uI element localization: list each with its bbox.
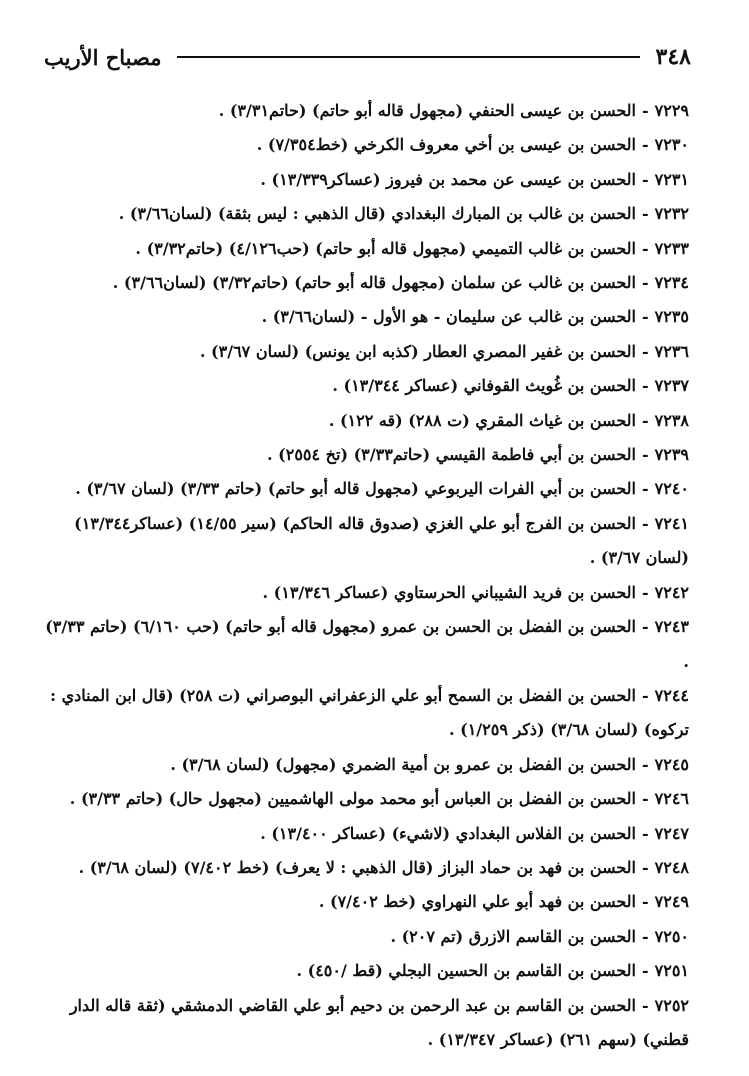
entry-text: الحسن بن الفضل بن عمرو بن أمية الضمري (مجهول) (لسان ٣/٦٨) . xyxy=(170,754,636,774)
entry-text: الحسن بن غالب عن سليمان - هو الأول - (لسان٣/٦٦) . xyxy=(261,307,636,327)
entry-text: الحسن بن القاسم الازرق (تم ٢٠٧) . xyxy=(390,926,636,946)
entry: ٧٢٤٥-الحسن بن الفضل بن عمرو بن أمية الضمري (مجهول) (لسان ٣/٦٨) . xyxy=(170,754,689,774)
entry-number: ٧٢٤٣ xyxy=(654,617,689,637)
entry-text: الحسن بن الفضل بن الحسن بن عمرو (مجهول قاله أبو حاتم) (حب ٦/١٦٠) (حاتم ٣/٣٣) . xyxy=(45,617,689,671)
entry-number: ٧٢٣٣ xyxy=(654,238,689,258)
entry-text: الحسن بن فريد الشيباني الحرستاوي (عساكر ١٣/٣٤٦) . xyxy=(262,582,636,602)
entry-number: ٧٢٥١ xyxy=(654,961,689,981)
entry: ٧٢٤٣-الحسن بن الفضل بن الحسن بن عمرو (مجهول قاله أبو حاتم) (حب ٦/١٦٠) (حاتم ٣/٣٣) . xyxy=(45,617,689,671)
entry-number: ٧٢٣٠ xyxy=(654,135,689,155)
entry-text: الحسن بن غالب التميمي (مجهول قاله أبو حاتم) (حب٤/١٢٦) (حاتم٣/٣٢) . xyxy=(135,238,636,258)
entry-text: الحسن بن غياث المقري (ت ٢٨٨) (قه ١٢٢) . xyxy=(328,410,636,430)
entry: ٧٢٣٣-الحسن بن غالب التميمي (مجهول قاله أبو حاتم) (حب٤/١٢٦) (حاتم٣/٣٢) . xyxy=(135,238,689,258)
entry: ٧٢٣٢-الحسن بن غالب بن المبارك البغدادي (قال الذهبي : ليس بثقة) (لسان٣/٦٦) . xyxy=(118,204,689,224)
entry: ٧٢٤٧-الحسن بن الفلاس البغدادي (لاشيء) (عساكر ١٣/٤٠٠) . xyxy=(260,823,689,843)
page-header xyxy=(44,40,691,74)
entry: ٧٢٣٩-الحسن بن أبي فاطمة القيسي (حاتم٣/٣٣) (تخ ٢٥٥٤) . xyxy=(267,445,689,465)
entry: ٧٢٥٠-الحسن بن القاسم الازرق (تم ٢٠٧) . xyxy=(390,926,689,946)
entry: ٧٢٥١-الحسن بن القاسم بن الحسين البجلي (قط /٤٥٠) . xyxy=(296,961,689,981)
entry: ٧٢٤٩-الحسن بن فهد أبو علي النهراوي (خط ٧/٤٠٢) . xyxy=(318,892,689,912)
entry-text: الحسن بن القاسم بن عبد الرحمن بن دحيم أبو علي القاضي الدمشقي (ثقة قاله الدار قطني) (سهم ٢٦١) (عساكر ١٣/٣٤٧) . xyxy=(69,995,689,1049)
entry-number: ٧٢٤٢ xyxy=(654,582,689,602)
page-number: ٣٤٨ xyxy=(655,44,691,70)
entry: ٧٢٤٢-الحسن بن فريد الشيباني الحرستاوي (عساكر ١٣/٣٤٦) . xyxy=(262,582,689,602)
entry-number: ٧٢٣١ xyxy=(654,169,689,189)
entry-number: ٧٢٣٤ xyxy=(654,273,689,293)
entry: ٧٢٤٨-الحسن بن فهد بن حماد البزاز (قال الذهبي : لا يعرف) (خط ٧/٤٠٢) (لسان ٣/٦٨) . xyxy=(78,857,689,877)
entry-number: ٧٢٢٩ xyxy=(654,101,689,120)
entry-text: الحسن بن الفضل بن العباس أبو محمد مولى الهاشميين (مجهول حال) (حاتم ٣/٣٣) . xyxy=(69,789,636,809)
entry-text: الحسن بن عيسى الحنفي (مجهول قاله أبو حاتم) (حاتم٣/٣١) . xyxy=(218,101,636,120)
entry-text: الحسن بن الفرج أبو علي الغزي (صدوق قاله الحاكم) (سير ١٤/٥٥) (عساكر١٣/٣٤٤) (لسان ٣/٦٧) . xyxy=(74,513,689,568)
entry: ٧٢٣١-الحسن بن عيسى عن محمد بن فيروز (عساكر١٣/٣٣٩) . xyxy=(260,169,689,189)
entry-number: ٧٢٥٠ xyxy=(654,926,689,946)
entry-text: الحسن بن أبي الفرات اليربوعي (مجهول قاله أبو حاتم) (حاتم ٣/٣٣) (لسان ٣/٦٧) . xyxy=(75,479,636,499)
entry-text: الحسن بن عيسى بن أخي معروف الكرخي (خط٧/٣٥٤) . xyxy=(256,135,636,155)
entry: ٧٢٤٠-الحسن بن أبي الفرات اليربوعي (مجهول قاله أبو حاتم) (حاتم ٣/٣٣) (لسان ٣/٦٧) . xyxy=(75,479,689,499)
entry: ٧٢٥٢-الحسن بن القاسم بن عبد الرحمن بن دحيم أبو علي القاضي الدمشقي (ثقة قاله الدار قطني) (سهم ٢٦١) (عساكر ١٣/٣٤٧) . xyxy=(69,995,689,1049)
entry-number: ٧٢٤٩ xyxy=(654,892,689,912)
entry: ٧٢٣٠-الحسن بن عيسى بن أخي معروف الكرخي (خط٧/٣٥٤) . xyxy=(256,135,689,155)
entry: ٧٢٣٥-الحسن بن غالب عن سليمان - هو الأول - (لسان٣/٦٦) . xyxy=(261,307,689,327)
entry-number: ٧٢٤٤ xyxy=(654,685,689,705)
entry-number: ٧٢٤٠ xyxy=(654,479,689,499)
entry: ٧٢٣٤-الحسن بن غالب عن سلمان (مجهول قاله أبو حاتم) (حاتم٣/٣٢) (لسان٣/٦٦) . xyxy=(112,273,689,293)
entry-text: الحسن بن غُويث القوفاني (عساكر ١٣/٣٤٤) . xyxy=(332,376,636,396)
entry: ٧٢٣٨-الحسن بن غياث المقري (ت ٢٨٨) (قه ١٢٢) . xyxy=(328,410,689,430)
entry-number: ٧٢٤١ xyxy=(654,513,689,533)
entry-text: الحسن بن عيسى عن محمد بن فيروز (عساكر١٣/٣٣٩) . xyxy=(260,169,636,189)
entry-number: ٧٢٣٦ xyxy=(654,341,689,361)
entry-text: الحسن بن أبي فاطمة القيسي (حاتم٣/٣٣) (تخ ٢٥٥٤) . xyxy=(267,445,636,465)
entry-number: ٧٢٤٧ xyxy=(654,823,689,843)
entry: ٧٢٤٤-الحسن بن الفضل بن السمح أبو علي الزعفراني البوصراني (ت ٢٥٨) (قال ابن المنادي : تركوه) (لسان ٣/٦٨) (ذكر ١/٢٥٩) . xyxy=(50,685,689,740)
entry-number: ٧٢٣٧ xyxy=(654,376,689,396)
entry-text: الحسن بن فهد أبو علي النهراوي (خط ٧/٤٠٢) . xyxy=(318,892,636,912)
entry-text: الحسن بن الفضل بن السمح أبو علي الزعفراني البوصراني (ت ٢٥٨) (قال ابن المنادي : تركوه) (لسان ٣/٦٨) (ذكر ١/٢٥٩) . xyxy=(50,685,689,740)
entry-number: ٧٢٣٨ xyxy=(654,410,689,430)
entry-number: ٧٢٤٦ xyxy=(654,789,689,809)
entry-text: الحسن بن فهد بن حماد البزاز (قال الذهبي : لا يعرف) (خط ٧/٤٠٢) (لسان ٣/٦٨) . xyxy=(78,857,636,877)
entry: ٧٢٢٩-الحسن بن عيسى الحنفي (مجهول قاله أبو حاتم) (حاتم٣/٣١) . xyxy=(218,101,689,120)
header-rule xyxy=(177,56,639,58)
entry-number: ٧٢٤٥ xyxy=(654,754,689,774)
entry-number: ٧٢٣٢ xyxy=(654,204,689,224)
entry-text: الحسن بن القاسم بن الحسين البجلي (قط /٤٥٠) . xyxy=(296,961,636,981)
entry: ٧٢٣٦-الحسن بن غفير المصري العطار (كذبه ابن يونس) (لسان ٣/٦٧) . xyxy=(199,341,689,361)
entry-text: الحسن بن غالب عن سلمان (مجهول قاله أبو حاتم) (حاتم٣/٣٢) (لسان٣/٦٦) . xyxy=(112,273,636,293)
entry: ٧٢٤٦-الحسن بن الفضل بن العباس أبو محمد مولى الهاشميين (مجهول حال) (حاتم ٣/٣٣) . xyxy=(69,789,689,809)
entry-text: الحسن بن الفلاس البغدادي (لاشيء) (عساكر ١٣/٤٠٠) . xyxy=(260,823,636,843)
entry: ٧٢٣٧-الحسن بن غُويث القوفاني (عساكر ١٣/٣٤٤) . xyxy=(332,376,689,396)
entry-text: الحسن بن غالب بن المبارك البغدادي (قال الذهبي : ليس بثقة) (لسان٣/٦٦) . xyxy=(118,204,636,224)
entry-list xyxy=(36,94,689,1057)
running-title: مصباح الأريب xyxy=(44,44,162,70)
entry-number: ٧٢٣٩ xyxy=(654,445,689,465)
entry-number: ٧٢٤٨ xyxy=(654,857,689,877)
entry: ٧٢٤١-الحسن بن الفرج أبو علي الغزي (صدوق قاله الحاكم) (سير ١٤/٥٥) (عساكر١٣/٣٤٤) (لسان ٣/٦٧) . xyxy=(74,513,689,568)
entry-text: الحسن بن غفير المصري العطار (كذبه ابن يونس) (لسان ٣/٦٧) . xyxy=(199,341,636,361)
entry-number: ٧٢٥٢ xyxy=(654,995,689,1015)
entry-number: ٧٢٣٥ xyxy=(654,307,689,327)
